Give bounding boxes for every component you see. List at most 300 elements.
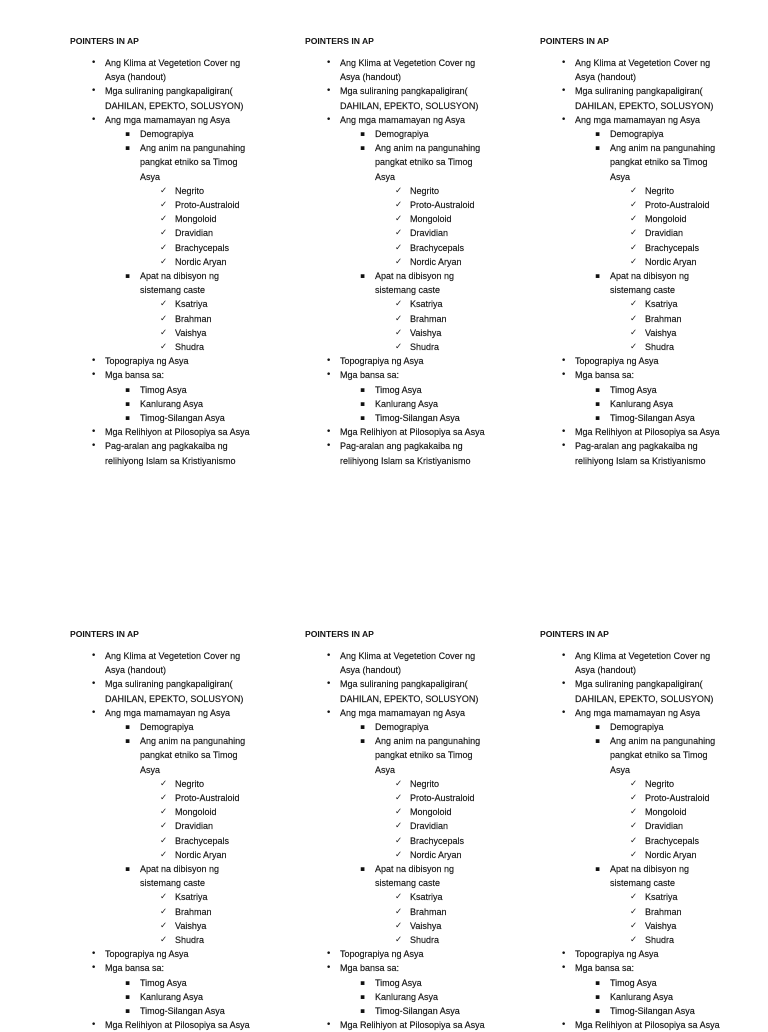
checkmark-icon <box>395 805 405 819</box>
pointer-item <box>140 791 290 805</box>
pointer-item <box>105 397 290 411</box>
pointer-item <box>305 425 525 439</box>
pointer-item <box>140 340 290 354</box>
checkmark-icon <box>395 848 405 862</box>
pointer-item <box>375 919 525 933</box>
pointers-handout <box>70 34 290 468</box>
pointer-item <box>540 1018 760 1031</box>
checkmark-icon <box>630 933 640 947</box>
bullet-dot-icon <box>561 706 571 720</box>
pointer-text: Demograpiya <box>610 722 664 733</box>
pointer-text: Vaishya <box>410 920 442 931</box>
pointer-text: Kanlurang Asya <box>140 991 204 1002</box>
pointer-text: Brachycepals <box>410 242 465 253</box>
checkmark-icon <box>630 212 640 226</box>
pointer-item <box>340 976 525 990</box>
pointers-handout <box>305 627 525 1031</box>
square-bullet-icon <box>595 976 605 990</box>
square-bullet-icon <box>125 720 135 734</box>
pointer-item <box>375 184 525 198</box>
bullet-dot-icon <box>326 56 336 70</box>
bullet-dot-icon <box>326 354 336 368</box>
bullet-dot-icon <box>561 961 571 975</box>
pointer-item <box>140 184 290 198</box>
pointer-item <box>305 439 525 467</box>
pointer-item <box>375 340 525 354</box>
pointers-handout <box>70 627 290 1031</box>
pointer-text: Kanlurang Asya <box>610 991 674 1002</box>
checkmark-icon <box>160 848 170 862</box>
checkmark-icon <box>395 241 405 255</box>
checkmark-icon <box>630 890 640 904</box>
checkmark-icon <box>160 834 170 848</box>
pointer-text: Brahman <box>410 906 447 917</box>
pointer-text: Negrito <box>410 185 440 196</box>
pointer-list-level-3 <box>610 890 760 947</box>
pointer-item <box>305 961 525 1018</box>
pointer-text: Timog-Silangan Asya <box>610 1006 695 1017</box>
pointer-text: Mga bansa sa: <box>105 963 165 974</box>
pointer-item <box>305 113 525 354</box>
pointer-item <box>375 312 525 326</box>
pointer-text: Kanlurang Asya <box>375 398 439 409</box>
pointer-item <box>140 905 290 919</box>
handout-title: POINTERS IN AP <box>70 36 139 46</box>
pointer-text: Topograpiya ng Asya <box>575 356 659 367</box>
checkmark-icon <box>160 326 170 340</box>
pointer-list-level-2 <box>340 720 525 947</box>
pointer-item <box>375 791 525 805</box>
bullet-dot-icon <box>91 368 101 382</box>
pointer-item <box>305 84 525 112</box>
pointer-item <box>70 368 290 425</box>
checkmark-icon <box>160 890 170 904</box>
pointer-item <box>610 890 760 904</box>
bullet-dot-icon <box>91 706 101 720</box>
pointer-item <box>540 677 760 705</box>
square-bullet-icon <box>125 269 135 283</box>
pointer-text: Brachycepals <box>645 242 700 253</box>
checkmark-icon <box>630 340 640 354</box>
pointer-text: Mga suliraning pangkapaligiran( DAHILAN, EPEKTO, SOLUSYON) <box>105 86 244 111</box>
pointer-text: Ang mga mamamayan ng Asya <box>340 114 466 125</box>
checkmark-icon <box>630 226 640 240</box>
pointer-item <box>340 1004 525 1018</box>
checkmark-icon <box>395 819 405 833</box>
pointer-list-level-2 <box>575 976 760 1019</box>
handout-title: POINTERS IN AP <box>305 629 374 639</box>
checkmark-icon <box>395 340 405 354</box>
checkmark-icon <box>160 933 170 947</box>
pointer-item <box>540 961 760 1018</box>
pointer-item <box>610 212 760 226</box>
square-bullet-icon <box>595 383 605 397</box>
pointer-text: Nordic Aryan <box>175 256 227 267</box>
pointer-item <box>340 862 525 947</box>
pointer-item <box>340 383 525 397</box>
pointer-item <box>140 819 290 833</box>
pointer-item <box>375 805 525 819</box>
pointer-text: Brahman <box>410 313 447 324</box>
pointer-text: Mga Relihiyon at Pilosopiya sa Asya <box>340 427 485 438</box>
pointer-item <box>610 241 760 255</box>
pointer-item <box>610 848 760 862</box>
handout-title: POINTERS IN AP <box>70 629 139 639</box>
pointer-item <box>140 255 290 269</box>
pointer-text: Ang anim na pangunahing pangkat etniko sa Timog Asya <box>140 143 246 182</box>
bullet-dot-icon <box>326 1018 336 1024</box>
pointer-item <box>140 312 290 326</box>
pointer-list-level-3 <box>610 777 760 862</box>
checkmark-icon <box>630 198 640 212</box>
pointer-list-level-3 <box>140 777 290 862</box>
pointer-list-level-1 <box>540 649 760 1031</box>
pointer-item <box>540 706 760 947</box>
pointer-item <box>575 127 760 141</box>
bullet-dot-icon <box>561 1018 571 1024</box>
pointer-list-level-3 <box>140 297 290 354</box>
pointer-text: Timog-Silangan Asya <box>375 413 460 424</box>
pointer-text: Ang Klima at Vegetetion Cover ng Asya (handout) <box>340 651 476 676</box>
pointer-text: Ksatriya <box>410 892 443 903</box>
pointer-text: Proto-Australoid <box>175 793 240 804</box>
pointer-text: Proto-Australoid <box>175 200 240 211</box>
bullet-dot-icon <box>561 113 571 127</box>
pointer-item <box>340 127 525 141</box>
pointer-text: Mongoloid <box>175 214 217 225</box>
pointer-item <box>340 990 525 1004</box>
checkmark-icon <box>395 255 405 269</box>
pointer-item <box>375 326 525 340</box>
pointer-item <box>340 269 525 354</box>
bullet-dot-icon <box>326 368 336 382</box>
pointer-text: Ksatriya <box>175 299 208 310</box>
pointer-text: Brachycepals <box>645 835 700 846</box>
square-bullet-icon <box>125 1004 135 1018</box>
checkmark-icon <box>395 791 405 805</box>
pointer-text: Dravidian <box>175 821 214 832</box>
square-bullet-icon <box>595 411 605 425</box>
pointer-text: Vaishya <box>175 920 207 931</box>
pointer-text: Ang anim na pangunahing pangkat etniko sa Timog Asya <box>375 736 481 775</box>
pointer-text: Mga Relihiyon at Pilosopiya sa Asya <box>575 1020 720 1031</box>
pointer-text: Kanlurang Asya <box>375 991 439 1002</box>
bullet-dot-icon <box>326 649 336 663</box>
pointers-handout <box>305 34 525 468</box>
pointer-list-level-1 <box>70 56 290 468</box>
pointer-text: Topograpiya ng Asya <box>105 949 189 960</box>
pointer-text: Ang anim na pangunahing pangkat etniko sa Timog Asya <box>375 143 481 182</box>
pointer-text: Shudra <box>175 342 205 353</box>
bullet-dot-icon <box>561 649 571 663</box>
bullet-dot-icon <box>91 677 101 691</box>
checkmark-icon <box>160 919 170 933</box>
pointer-text: Dravidian <box>410 228 449 239</box>
pointer-text: Dravidian <box>410 821 449 832</box>
square-bullet-icon <box>125 976 135 990</box>
bullet-dot-icon <box>561 368 571 382</box>
pointer-text: Ksatriya <box>410 299 443 310</box>
pointer-item <box>375 890 525 904</box>
pointer-item <box>540 354 760 368</box>
pointer-list-level-2 <box>340 976 525 1019</box>
pointer-text: Vaishya <box>410 327 442 338</box>
pointer-item <box>105 383 290 397</box>
pointer-list-level-3 <box>140 184 290 269</box>
square-bullet-icon <box>125 990 135 1004</box>
square-bullet-icon <box>125 127 135 141</box>
pointer-text: Shudra <box>175 935 205 946</box>
bullet-dot-icon <box>91 1018 101 1024</box>
checkmark-icon <box>630 184 640 198</box>
handout-title: POINTERS IN AP <box>305 36 374 46</box>
pointer-text: Dravidian <box>175 228 214 239</box>
pointer-item <box>140 226 290 240</box>
bullet-dot-icon <box>91 354 101 368</box>
pointer-text: Mga Relihiyon at Pilosopiya sa Asya <box>105 1020 250 1031</box>
pointer-item <box>340 141 525 269</box>
pointer-text: Brachycepals <box>175 242 230 253</box>
square-bullet-icon <box>125 862 135 876</box>
pointer-list-level-2 <box>105 720 290 947</box>
checkmark-icon <box>395 933 405 947</box>
pointer-item <box>305 947 525 961</box>
pointer-text: Apat na dibisyon ng sistemang caste <box>375 271 455 296</box>
pointer-text: Mongoloid <box>175 807 217 818</box>
pointer-text: Dravidian <box>645 821 684 832</box>
checkmark-icon <box>160 198 170 212</box>
pointer-item <box>140 834 290 848</box>
pointer-item <box>340 720 525 734</box>
pointer-text: Nordic Aryan <box>175 849 227 860</box>
checkmark-icon <box>160 184 170 198</box>
pointer-item <box>375 777 525 791</box>
square-bullet-icon <box>595 990 605 1004</box>
bullet-dot-icon <box>91 84 101 98</box>
checkmark-icon <box>630 905 640 919</box>
pointer-text: Nordic Aryan <box>645 256 697 267</box>
pointer-list-level-2 <box>105 976 290 1019</box>
pointer-item <box>70 961 290 1018</box>
bullet-dot-icon <box>91 947 101 961</box>
square-bullet-icon <box>360 1004 370 1018</box>
pointer-item <box>540 56 760 84</box>
pointer-item <box>575 734 760 862</box>
pointer-item <box>140 919 290 933</box>
pointer-item <box>70 947 290 961</box>
pointer-item <box>540 947 760 961</box>
pointer-item <box>140 297 290 311</box>
pointer-text: Negrito <box>175 778 205 789</box>
checkmark-icon <box>160 340 170 354</box>
pointer-item <box>575 269 760 354</box>
pointer-item <box>375 297 525 311</box>
pointer-item <box>610 255 760 269</box>
square-bullet-icon <box>360 383 370 397</box>
pointer-text: Proto-Australoid <box>410 793 475 804</box>
square-bullet-icon <box>595 862 605 876</box>
pointer-text: Mga bansa sa: <box>575 370 635 381</box>
pointer-text: Mongoloid <box>645 807 687 818</box>
pointer-item <box>575 990 760 1004</box>
square-bullet-icon <box>125 383 135 397</box>
pointer-item <box>105 141 290 269</box>
pointer-text: Pag-aralan ang pagkakaiba ng relihiyong Islam sa Kristiyanismo <box>105 441 236 466</box>
pointer-text: Mongoloid <box>645 214 687 225</box>
pointers-handout <box>540 627 760 1031</box>
checkmark-icon <box>395 326 405 340</box>
pointer-item <box>70 354 290 368</box>
square-bullet-icon <box>125 397 135 411</box>
pointer-text: Ang Klima at Vegetetion Cover ng Asya (handout) <box>105 651 241 676</box>
pointer-text: Brahman <box>645 313 682 324</box>
pointer-text: Vaishya <box>645 920 677 931</box>
pointer-text: Timog-Silangan Asya <box>610 413 695 424</box>
pointer-item <box>375 819 525 833</box>
pointer-text: Mongoloid <box>410 214 452 225</box>
pointer-text: Dravidian <box>645 228 684 239</box>
pointer-text: Kanlurang Asya <box>140 398 204 409</box>
pointer-text: Shudra <box>410 935 440 946</box>
pointer-item <box>140 326 290 340</box>
pointer-text: Brahman <box>175 906 212 917</box>
square-bullet-icon <box>360 397 370 411</box>
pointer-item <box>305 706 525 947</box>
pointer-text: Ang mga mamamayan ng Asya <box>575 114 701 125</box>
pointer-text: Proto-Australoid <box>645 793 710 804</box>
checkmark-icon <box>630 848 640 862</box>
bullet-dot-icon <box>91 113 101 127</box>
pointer-item <box>610 933 760 947</box>
checkmark-icon <box>160 777 170 791</box>
handout-title: POINTERS IN AP <box>540 36 609 46</box>
pointer-text: Vaishya <box>175 327 207 338</box>
bullet-dot-icon <box>91 439 101 453</box>
bullet-dot-icon <box>561 56 571 70</box>
pointer-text: Apat na dibisyon ng sistemang caste <box>375 864 455 889</box>
pointer-text: Mga Relihiyon at Pilosopiya sa Asya <box>105 427 250 438</box>
bullet-dot-icon <box>326 677 336 691</box>
pointer-item <box>105 976 290 990</box>
pointer-item <box>575 397 760 411</box>
pointer-list-level-2 <box>105 383 290 426</box>
pointer-text: Mga suliraning pangkapaligiran( DAHILAN, EPEKTO, SOLUSYON) <box>575 679 714 704</box>
pointer-item <box>305 677 525 705</box>
checkmark-icon <box>630 312 640 326</box>
pointer-item <box>375 241 525 255</box>
square-bullet-icon <box>595 269 605 283</box>
pointer-item <box>105 411 290 425</box>
pointer-item <box>610 919 760 933</box>
checkmark-icon <box>395 297 405 311</box>
pointer-item <box>610 326 760 340</box>
pointer-item <box>575 141 760 269</box>
checkmark-icon <box>630 255 640 269</box>
pointer-item <box>140 198 290 212</box>
pointer-item <box>305 1018 525 1031</box>
pointer-text: Topograpiya ng Asya <box>105 356 189 367</box>
pointer-text: Demograpiya <box>375 129 429 140</box>
pointer-item <box>105 862 290 947</box>
pointer-list-level-2 <box>105 127 290 354</box>
checkmark-icon <box>160 297 170 311</box>
bullet-dot-icon <box>326 961 336 975</box>
checkmark-icon <box>160 905 170 919</box>
pointer-item <box>140 241 290 255</box>
square-bullet-icon <box>360 269 370 283</box>
pointer-text: Brachycepals <box>410 835 465 846</box>
pointer-text: Timog Asya <box>610 977 657 988</box>
bullet-dot-icon <box>561 425 571 439</box>
pointer-item <box>140 212 290 226</box>
pointer-list-level-1 <box>305 649 525 1031</box>
pointer-text: Pag-aralan ang pagkakaiba ng relihiyong Islam sa Kristiyanismo <box>340 441 471 466</box>
square-bullet-icon <box>360 990 370 1004</box>
checkmark-icon <box>395 919 405 933</box>
pointer-item <box>105 1004 290 1018</box>
pointer-text: Demograpiya <box>140 129 194 140</box>
pointer-item <box>70 677 290 705</box>
pointer-text: Ang anim na pangunahing pangkat etniko sa Timog Asya <box>610 736 716 775</box>
pointer-text: Timog-Silangan Asya <box>140 1006 225 1017</box>
pointer-text: Apat na dibisyon ng sistemang caste <box>610 864 690 889</box>
pointer-item <box>375 933 525 947</box>
checkmark-icon <box>395 226 405 240</box>
pointer-item <box>70 425 290 439</box>
pointer-item <box>575 411 760 425</box>
pointer-list-level-3 <box>375 890 525 947</box>
pointer-item <box>610 819 760 833</box>
square-bullet-icon <box>125 141 135 155</box>
pointer-item <box>610 312 760 326</box>
pointer-item <box>540 649 760 677</box>
pointer-item <box>610 184 760 198</box>
square-bullet-icon <box>125 411 135 425</box>
pointer-list-level-2 <box>575 720 760 947</box>
pointer-text: Apat na dibisyon ng sistemang caste <box>140 271 220 296</box>
pointer-item <box>140 933 290 947</box>
pointer-list-level-2 <box>575 127 760 354</box>
checkmark-icon <box>630 326 640 340</box>
pointer-item <box>70 706 290 947</box>
pointer-item <box>70 439 290 467</box>
pointer-text: Mga Relihiyon at Pilosopiya sa Asya <box>575 427 720 438</box>
checkmark-icon <box>395 905 405 919</box>
pointer-item <box>375 834 525 848</box>
bullet-dot-icon <box>561 354 571 368</box>
pointer-item <box>140 890 290 904</box>
handout-title: POINTERS IN AP <box>540 629 609 639</box>
pointer-text: Topograpiya ng Asya <box>575 949 659 960</box>
bullet-dot-icon <box>326 947 336 961</box>
pointer-item <box>575 720 760 734</box>
pointer-text: Brachycepals <box>175 835 230 846</box>
pointer-text: Proto-Australoid <box>645 200 710 211</box>
bullet-dot-icon <box>91 56 101 70</box>
pointer-item <box>340 397 525 411</box>
pointer-list-level-3 <box>610 297 760 354</box>
bullet-dot-icon <box>91 961 101 975</box>
pointer-item <box>375 905 525 919</box>
pointer-text: Topograpiya ng Asya <box>340 356 424 367</box>
pointer-text: Negrito <box>410 778 440 789</box>
pointer-text: Mongoloid <box>410 807 452 818</box>
square-bullet-icon <box>595 734 605 748</box>
pointer-list-level-1 <box>70 649 290 1031</box>
pointer-text: Negrito <box>175 185 205 196</box>
pointer-item <box>610 297 760 311</box>
pointer-text: Timog-Silangan Asya <box>140 413 225 424</box>
